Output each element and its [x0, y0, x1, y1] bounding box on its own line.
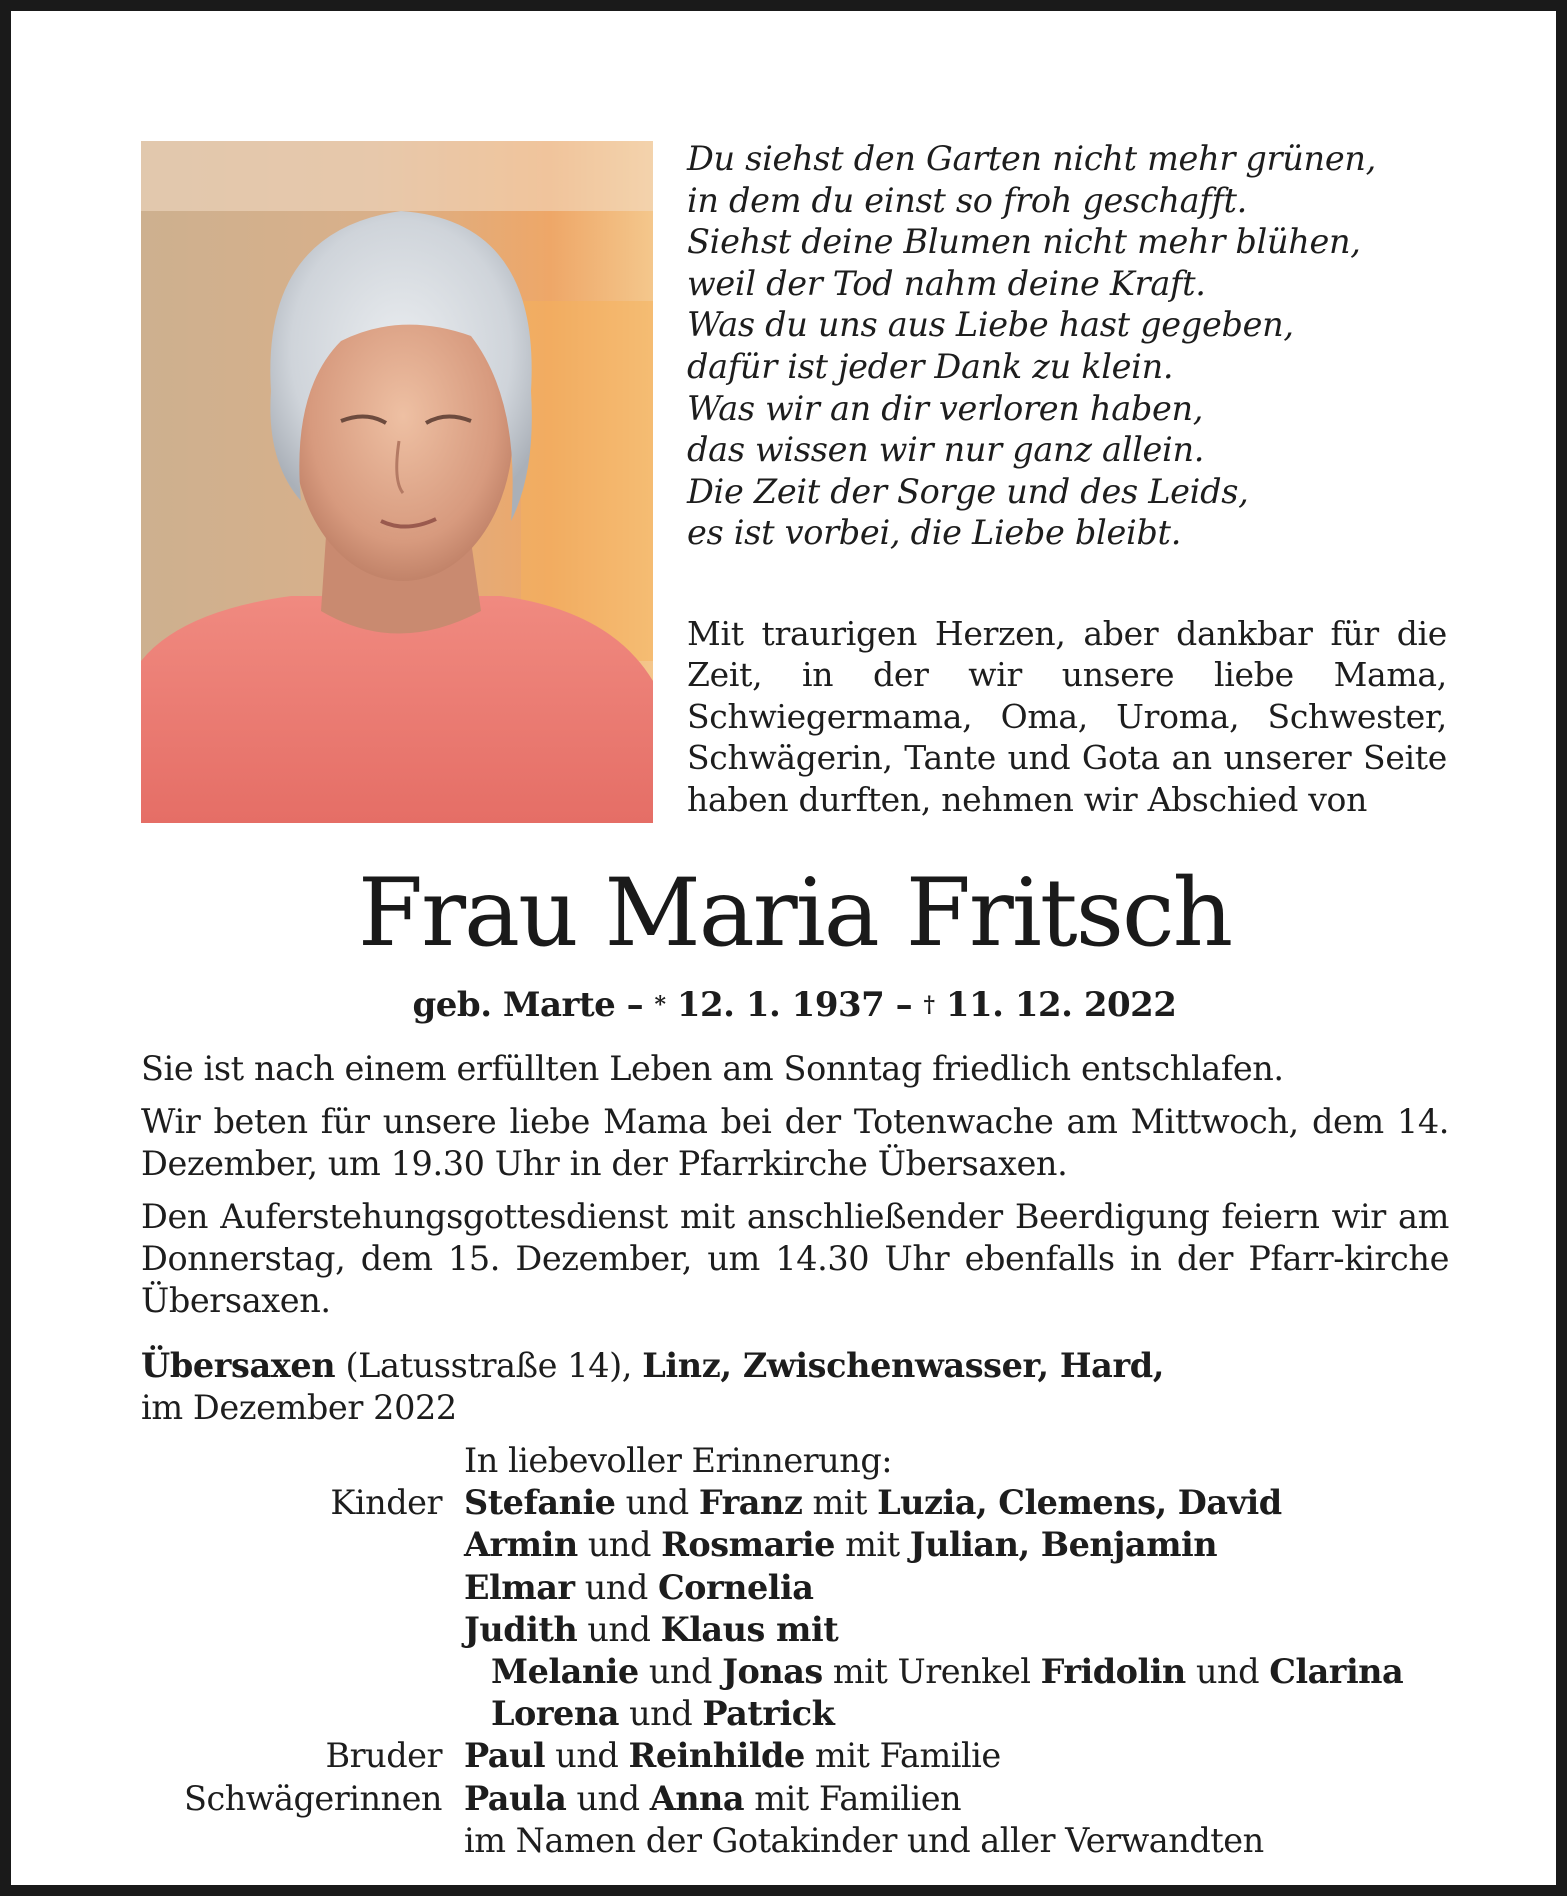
- poem-line: Was du uns aus Liebe hast gegeben,: [687, 305, 1294, 345]
- dash: –: [615, 985, 655, 1025]
- portrait-photo: [141, 141, 653, 823]
- death-date: 11. 12. 2022: [934, 985, 1177, 1025]
- mourners-list: [11, 1440, 1567, 1862]
- poem-line: Siehst deine Blumen nicht mehr blühen,: [687, 222, 1361, 262]
- intro-text: Mit traurigen Herzen, aber dankbar für die Zeit, in der wir unsere liebe Mama, Schwiegermama, Oma, Uroma, Schwester, Schwägerin, Tante und Gota an unserer Seite haben durften, nehmen wir Abschied von: [687, 614, 1447, 819]
- mourner-names: Lorena und Patrick: [491, 1694, 835, 1734]
- role-label: Bruder: [325, 1736, 442, 1776]
- mourners-closing: im Namen der Gotakinder und aller Verwandten: [464, 1820, 1264, 1860]
- portrait-illustration: [141, 141, 653, 823]
- poem-line: es ist vorbei, die Liebe bleibt.: [687, 513, 1182, 553]
- mourner-names: Elmar und Cornelia: [464, 1567, 814, 1607]
- mourner-names: Paul und Reinhilde mit Familie: [464, 1736, 1001, 1776]
- mourner-row: [11, 1693, 1567, 1735]
- mourner-names: Stefanie und Franz mit Luzia, Clemens, David: [464, 1483, 1282, 1523]
- poem-line: weil der Tod nahm deine Kraft.: [687, 263, 1206, 303]
- place-others: Linz, Zwischenwasser, Hard,: [642, 1346, 1164, 1385]
- mourner-row: [11, 1820, 1567, 1862]
- deceased-name: Frau Maria Fritsch: [357, 859, 1232, 968]
- mourner-names: Melanie und Jonas mit Urenkel Fridolin und Clarina: [491, 1651, 1404, 1691]
- poem-line: Was wir an dir verloren haben,: [687, 388, 1204, 428]
- mourners-heading-row: [11, 1440, 1567, 1482]
- mourners-heading: In liebevoller Erinnerung:: [464, 1441, 893, 1480]
- birth-symbol: *: [654, 992, 666, 1018]
- place-address: (Latusstraße 14),: [335, 1346, 643, 1385]
- mourner-row: [11, 1735, 1567, 1777]
- mourner-names: Armin und Rosmarie mit Julian, Benjamin: [464, 1525, 1218, 1565]
- paragraph-wake: Wir beten für unsere liebe Mama bei der Totenwache am Mittwoch, dem 14. Dezember, um 19.30 Uhr in der Pfarrkirche Übersaxen.: [141, 1102, 1449, 1183]
- death-symbol: †: [923, 992, 935, 1018]
- paragraph-funeral: Den Auferstehungsgottesdienst mit anschließender Beerdigung feiern wir am Donnerstag, dem 15. Dezember, um 14.30 Uhr ebenfalls in der Pfarr-kirche Übersaxen.: [141, 1197, 1449, 1320]
- poem-line: das wissen wir nur ganz allein.: [687, 430, 1205, 470]
- mourner-names: Paula und Anna mit Familien: [464, 1778, 962, 1818]
- mourner-row: [11, 1524, 1567, 1566]
- poem-line: Du siehst den Garten nicht mehr grünen,: [687, 139, 1376, 178]
- life-dates: [11, 983, 1567, 1031]
- birth-date: 12. 1. 1937: [665, 985, 885, 1025]
- mourner-row: [11, 1609, 1567, 1651]
- poem-line: Die Zeit der Sorge und des Leids,: [687, 471, 1249, 511]
- place-town: Übersaxen: [141, 1346, 336, 1385]
- dash: –: [884, 985, 924, 1025]
- mourner-row: [11, 1567, 1567, 1609]
- maiden-name: geb. Marte: [412, 985, 616, 1025]
- place-and-date: [141, 1345, 1461, 1429]
- poem-line: in dem du einst so froh geschafft.: [687, 180, 1248, 220]
- role-label: Schwägerinnen: [184, 1778, 442, 1818]
- mourner-names: Judith und Klaus mit: [464, 1609, 839, 1649]
- poem: [687, 138, 1467, 554]
- place-date: im Dezember 2022: [141, 1388, 457, 1427]
- mourner-row: [11, 1778, 1567, 1820]
- paragraph-passing: Sie ist nach einem erfüllten Leben am Sonntag friedlich entschlafen.: [141, 1049, 1284, 1088]
- mourner-row: [11, 1651, 1567, 1693]
- poem-line: dafür ist jeder Dank zu klein.: [687, 346, 1174, 386]
- mourner-row: [11, 1482, 1567, 1524]
- role-label: Kinder: [330, 1483, 442, 1523]
